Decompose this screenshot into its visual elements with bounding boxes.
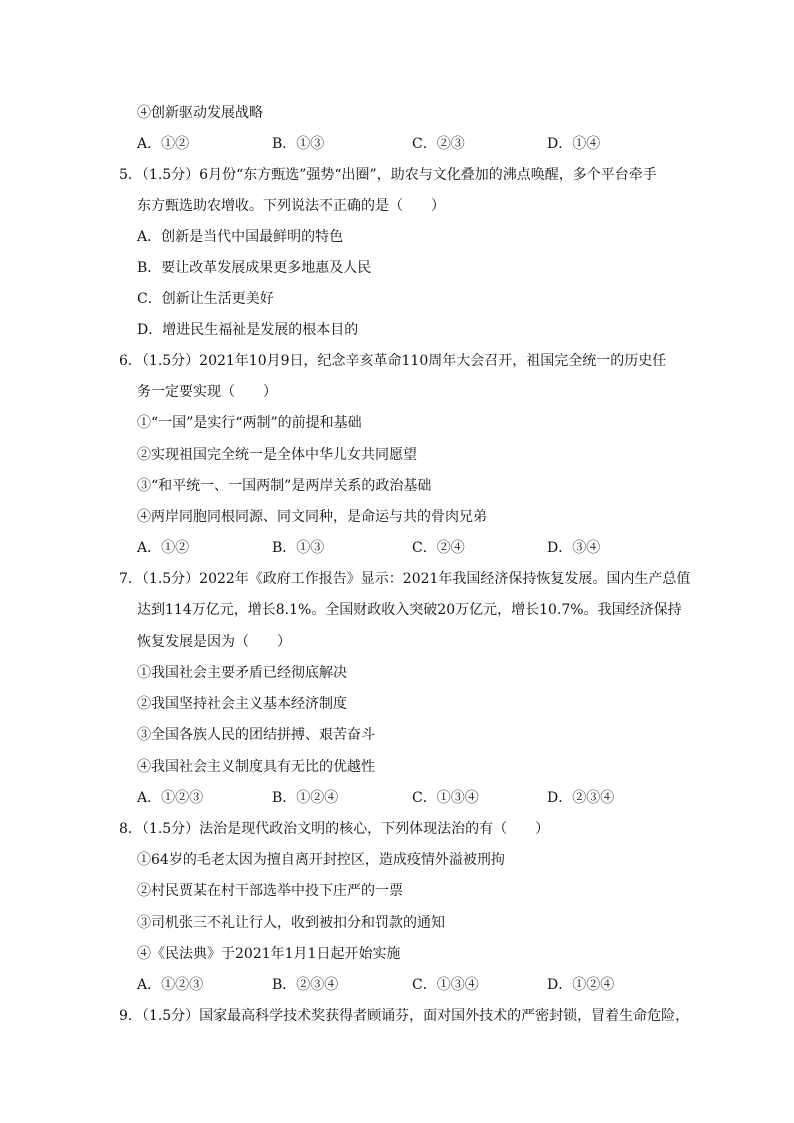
q6-item-1: ①“一国”是实行“两制”的前提和基础 [137,415,362,431]
q7-stem-line-2: 达到114万亿元，增长8.1%。全国财政收入突破20万亿元，增长10.7%。我国经济保持 [137,602,682,618]
q9-stem-line-1: 9．（1.5分）国家最高科学技术奖获得者顾诵芬，面对国外技术的严密封锁，冒着生命危险， [119,1008,690,1024]
q6-stem-line-1: 6．（1.5分）2021年10月9日，纪念辛亥革命110周年大会召开，祖国完全统一的历史任 [119,353,667,369]
q7-item-4: ④我国社会主义制度具有无比的优越性 [137,759,375,775]
q6-stem-line-2: 务一定要实现（ ） [137,384,277,400]
q8-item-1: ①64岁的毛老太因为擅自离开封控区，造成疫情外溢被刑拘 [137,852,505,868]
q5-choice-a: A．创新是当代中国最鲜明的特色 [137,229,344,245]
q8-option-d: D．①②④ [547,977,615,993]
q4-item-4: ④创新驱动发展战略 [137,105,263,121]
q4-option-a: A．①② [137,136,190,152]
q5-choice-c: C．创新让生活更美好 [137,291,274,307]
q5-stem-line-1: 5．（1.5分）6月份“东方甄选”强势“出圈”，助农与文化叠加的沸点唤醒，多个平台牵手 [119,167,657,183]
q6-option-b: B．①③ [272,540,325,556]
q4-option-d: D．①④ [547,136,601,152]
q6-option-d: D．③④ [547,540,601,556]
q7-item-3: ③全国各族人民的团结拼搏、艰苦奋斗 [137,727,375,743]
q8-item-3: ③司机张三不礼让行人，收到被扣分和罚款的通知 [137,915,445,931]
q4-option-c: C．②③ [412,136,465,152]
q8-option-c: C．①③④ [412,977,479,993]
q6-item-2: ②实现祖国完全统一是全体中华儿女共同愿望 [137,447,417,463]
q6-item-4: ④两岸同胞同根同源、同文同种，是命运与共的骨肉兄弟 [137,509,487,525]
q6-option-a: A．①② [137,540,190,556]
q6-option-c: C．②④ [412,540,465,556]
q4-option-b: B．①③ [272,136,325,152]
q8-option-b: B．②③④ [272,977,339,993]
q7-option-a: A．①②③ [137,790,204,806]
q8-option-a: A．①②③ [137,977,204,993]
q5-stem-line-2: 东方甄选助农增收。下列说法不正确的是（ ） [137,198,445,214]
q8-item-2: ②村民贾某在村干部选举中投下庄严的一票 [137,883,403,899]
q7-option-b: B．①②④ [272,790,339,806]
q7-stem-line-1: 7．（1.5分）2022年《政府工作报告》显示：2021年我国经济保持恢复发展。国内生产总值 [119,571,691,587]
q6-item-3: ③“和平统一、一国两制”是两岸关系的政治基础 [137,478,432,494]
q8-item-4: ④《民法典》于2021年1月1日起开始实施 [137,946,401,962]
q8-stem-line-1: 8．（1.5分）法治是现代政治文明的核心，下列体现法治的有（ ） [119,821,550,837]
q7-item-1: ①我国社会主要矛盾已经彻底解决 [137,665,347,681]
q5-choice-d: D．增进民生福祉是发展的根本目的 [137,322,359,338]
q7-item-2: ②我国坚持社会主义基本经济制度 [137,696,347,712]
q5-choice-b: B．要让改革发展成果更多地惠及人民 [137,260,372,276]
q7-option-d: D．②③④ [547,790,615,806]
q7-option-c: C．①③④ [412,790,479,806]
q7-stem-line-3: 恢复发展是因为（ ） [137,634,291,650]
